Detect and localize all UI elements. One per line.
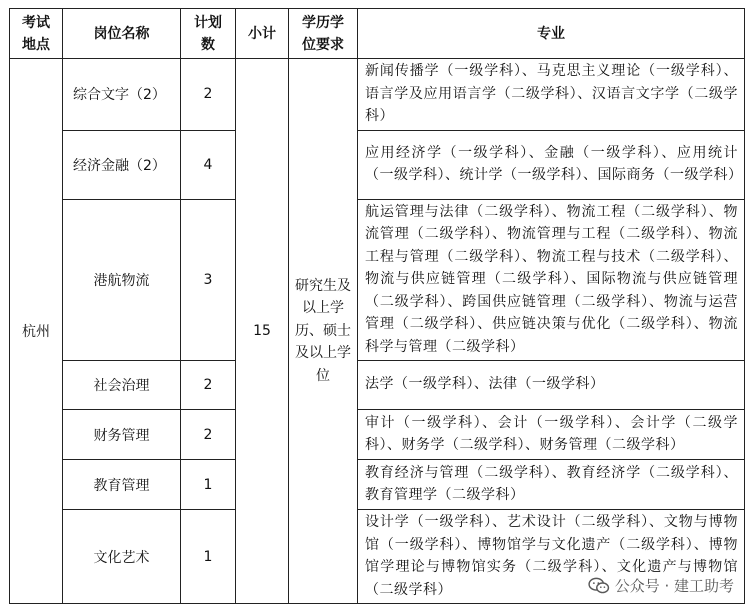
major-cell: 航运管理与法律（二级学科）、物流工程（二级学科）、物流管理（二级学科）、物流管理与工程（二级学科）、物流工程与管理（二级学科）、物流工程与技术（二级学科）、物流与供应链管理（二级学科）、国际物流与供应链管理（二级学科）、跨国供应链管理（二级学科）、物流与运营管理（二级学科）、供应链决策与优化（二级学科）、物流科学与管理（二级学科）	[358, 199, 745, 361]
position-cell: 综合文字（2）	[63, 59, 181, 131]
position-cell: 财务管理	[63, 410, 181, 460]
table-row	[10, 361, 745, 410]
major-cell: 教育经济与管理（二级学科）、教育经济学（二级学科）、教育管理学（二级学科）	[358, 460, 745, 510]
recruitment-table	[9, 8, 745, 604]
count-cell: 3	[181, 199, 236, 361]
position-cell: 教育管理	[63, 460, 181, 510]
major-cell: 设计学（一级学科）、艺术设计（二级学科）、文物与博物馆（一级学科）、博物馆学与文化遗产（二级学科）、博物馆学理论与博物馆实务（二级学科）、文化遗产与博物馆（二级学科）	[358, 510, 745, 604]
count-cell: 2	[181, 361, 236, 410]
watermark	[588, 575, 734, 596]
position-cell: 文化艺术	[63, 510, 181, 604]
header-plan: 计划数	[181, 9, 236, 59]
wechat-icon	[588, 577, 610, 595]
header-row	[10, 9, 745, 59]
table-row	[10, 130, 745, 199]
header-subtotal: 小计	[236, 9, 289, 59]
major-cell: 审计（一级学科）、会计（一级学科）、会计学（二级学科）、财务学（二级学科）、财务管理（二级学科）	[358, 410, 745, 460]
table-row	[10, 410, 745, 460]
watermark-text: 公众号 · 建工助考	[614, 577, 734, 595]
count-cell: 1	[181, 460, 236, 510]
location-cell: 杭州	[10, 59, 63, 604]
position-cell: 港航物流	[63, 199, 181, 361]
major-cell: 新闻传播学（一级学科）、马克思主义理论（一级学科）、语言学及应用语言学（二级学科）、汉语言文字学（二级学科）	[358, 59, 745, 131]
position-cell: 经济金融（2）	[63, 130, 181, 199]
header-location: 考试地点	[10, 9, 63, 59]
education-cell: 研究生及以上学历、硕士及以上学位	[289, 59, 358, 604]
header-position: 岗位名称	[63, 9, 181, 59]
count-cell: 2	[181, 410, 236, 460]
subtotal-cell: 15	[236, 59, 289, 604]
header-major: 专业	[358, 9, 745, 59]
count-cell: 2	[181, 59, 236, 131]
position-cell: 社会治理	[63, 361, 181, 410]
count-cell: 4	[181, 130, 236, 199]
table-row	[10, 460, 745, 510]
header-education: 学历学位要求	[289, 9, 358, 59]
major-cell: 应用经济学（一级学科）、金融（一级学科）、应用统计（一级学科）、统计学（一级学科）、国际商务（一级学科）	[358, 130, 745, 199]
major-cell: 法学（一级学科）、法律（一级学科）	[358, 361, 745, 410]
table-row	[10, 199, 745, 361]
table-row	[10, 59, 745, 131]
count-cell: 1	[181, 510, 236, 604]
